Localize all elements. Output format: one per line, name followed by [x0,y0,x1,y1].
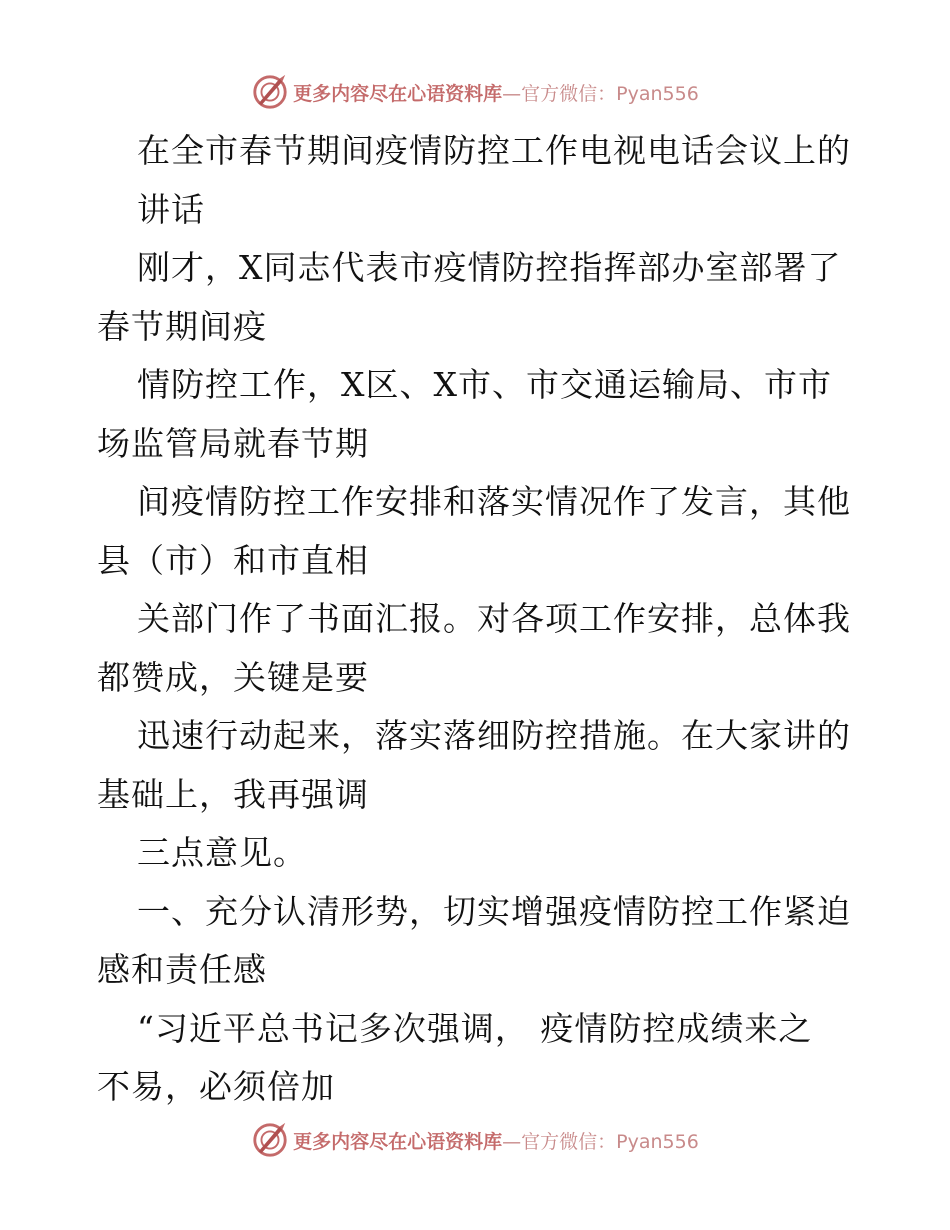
watermark-text [293,1127,699,1154]
watermark-sub-text: —官方微信：Pyan556 [502,82,699,105]
section-heading-line: 一、充分认清形势，切实增强疫情防控工作紧迫 [137,891,851,931]
watermark-header [0,70,950,114]
paragraph-line: 刚才，X同志代表市疫情防控指挥部办室部署了 [137,248,842,287]
paragraph-line: 春节期间疫 [97,306,267,346]
paragraph-line: 三点意见。 [137,833,307,872]
title-line-2: 讲话 [137,189,205,229]
paragraph-line: 场监管局就春节期 [97,423,369,463]
watermark-main-text: 更多内容尽在心语资料库 [293,82,503,105]
watermark-footer [0,1118,950,1162]
document-body [97,122,857,1117]
paragraph-line: 县（市）和市直相 [97,540,369,580]
watermark-main-text: 更多内容尽在心语资料库 [293,1130,503,1153]
paragraph-line: 都赞成，关键是要 [97,657,369,697]
quill-logo-icon [251,1121,289,1159]
paragraph-line: 不易，必须倍加 [97,1067,335,1106]
paragraph-line: 基础上，我再强调 [97,774,369,814]
watermark-sub-text: —官方微信：Pyan556 [502,1130,699,1153]
paragraph-line: 关部门作了书面汇报。对各项工作安排，总体我 [137,599,851,638]
paragraph-line: 间疫情防控工作安排和落实情况作了发言，其他 [137,482,851,521]
watermark-text [293,79,699,106]
paragraph-line: 迅速行动起来，落实落细防控措施。在大家讲的 [137,716,851,755]
title-line-1: 在全市春节期间疫情防控工作电视电话会议上的 [137,131,851,170]
paragraph-line: “习近平总书记多次强调， 疫情防控成绩来之 [137,1008,813,1048]
paragraph-line: 情防控工作，X区、X市、市交通运输局、市市 [137,365,832,404]
quill-logo-icon [251,73,289,111]
section-heading-line: 感和责任感 [97,950,267,989]
